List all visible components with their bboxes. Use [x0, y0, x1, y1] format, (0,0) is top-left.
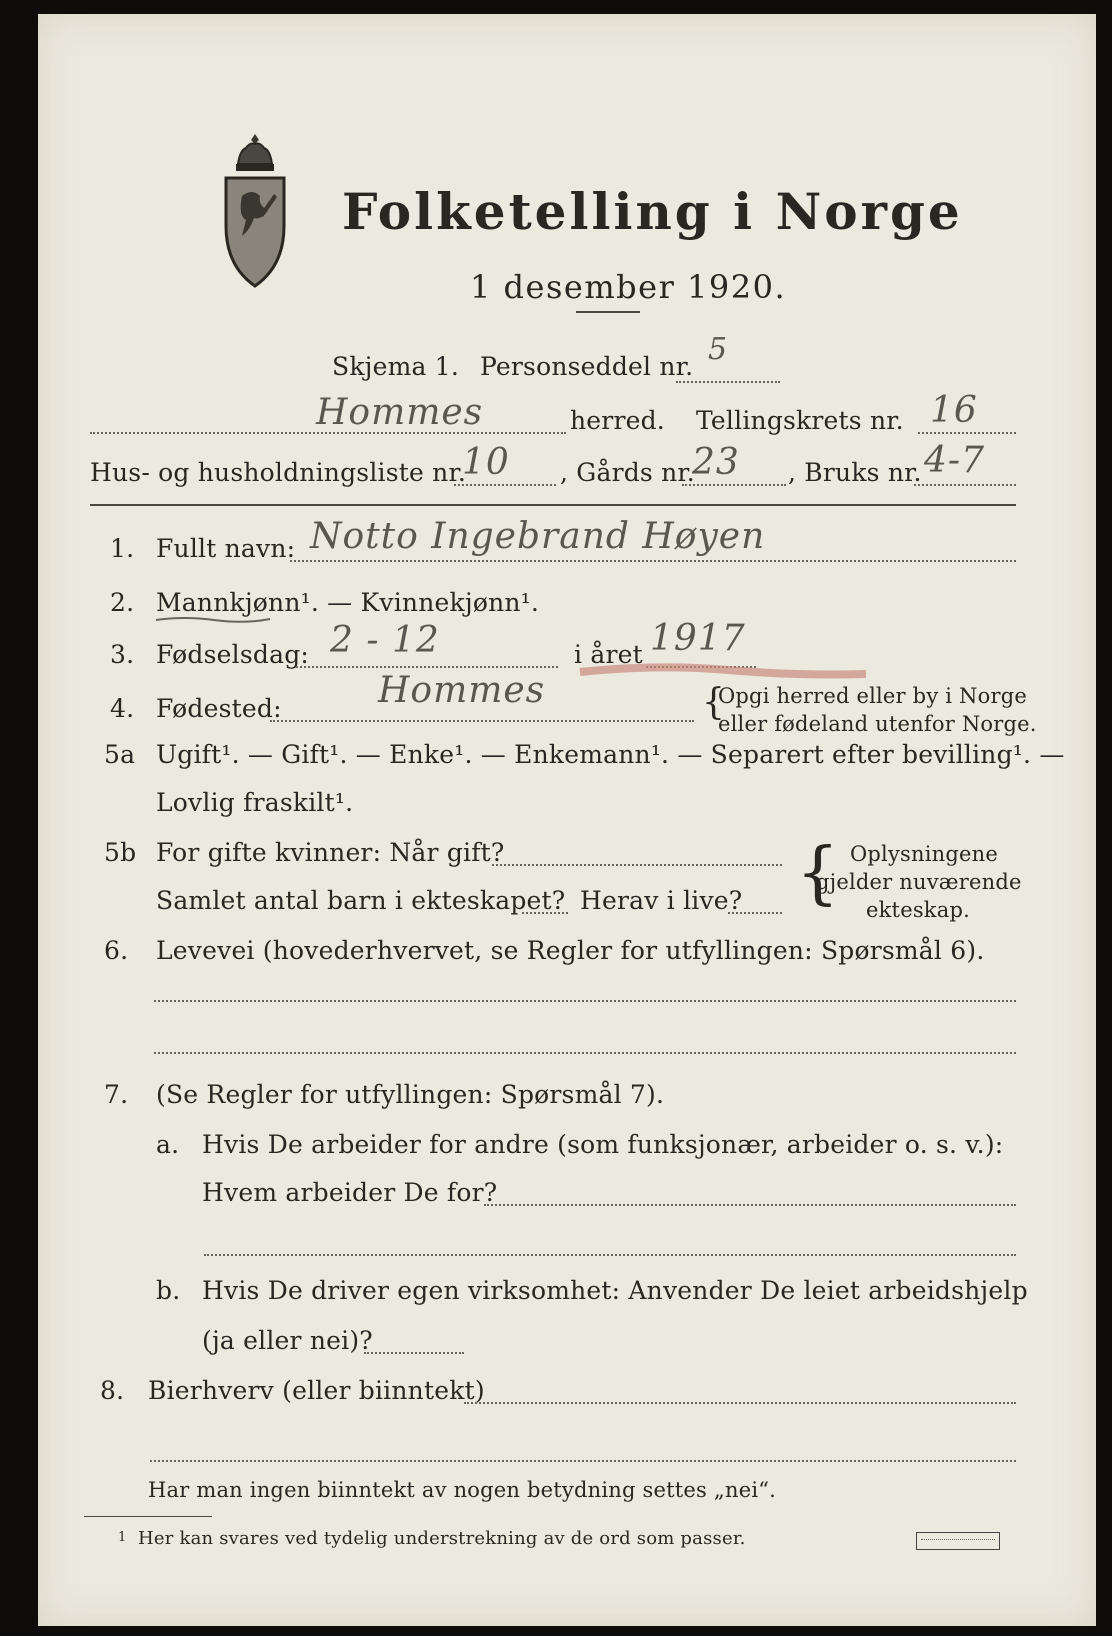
q5b-live-line — [728, 912, 782, 914]
q7a-line — [484, 1204, 1016, 1206]
q7a-line1: Hvis De arbeider for andre (som funksjonær, arbeider o. s. v.): — [202, 1130, 1004, 1159]
q1-label: Fullt navn: — [156, 534, 296, 563]
q5a-line2: Lovlig fraskilt¹. — [156, 788, 354, 817]
q6-line1 — [154, 1000, 1016, 1002]
q5a-line1: Ugift¹. — Gift¹. — Enke¹. — Enkemann¹. — Separert efter bevilling¹. — — [156, 740, 1065, 769]
q7b-line2: (ja eller nei)? — [202, 1326, 373, 1355]
q2-label: Mannkjønn¹. — Kvinnekjønn¹. — [156, 588, 540, 617]
q4-label: Fødested: — [156, 694, 282, 723]
q7a-number: a. — [156, 1130, 180, 1159]
q7-label: (Se Regler for utfyllingen: Spørsmål 7). — [156, 1080, 665, 1109]
title-divider — [576, 311, 640, 313]
q2-number: 2. — [110, 588, 135, 617]
q8-number: 8. — [100, 1376, 125, 1405]
q5b-note3: ekteskap. — [866, 898, 970, 922]
footnote-rule — [84, 1516, 212, 1517]
q7-number: 7. — [104, 1080, 129, 1109]
q1-value[interactable]: Notto Ingebrand Høyen — [310, 516, 766, 557]
tellingskrets-value[interactable]: 16 — [930, 390, 978, 431]
q5b-number: 5b — [104, 838, 137, 867]
q8-line2 — [150, 1460, 1016, 1462]
q8-line1 — [464, 1402, 1016, 1404]
bruks-label: , Bruks nr. — [788, 458, 922, 487]
q1-number: 1. — [110, 534, 135, 563]
q5a-number: 5a — [104, 740, 136, 769]
q5b-note-brace: { — [796, 834, 840, 913]
q3-label: Fødselsdag: — [156, 640, 310, 669]
q7b-number: b. — [156, 1276, 181, 1305]
header-rule — [90, 504, 1016, 506]
q8-label: Bierhverv (eller biinntekt) — [148, 1376, 485, 1405]
printer-stamp — [916, 1532, 1000, 1550]
q6-number: 6. — [104, 936, 129, 965]
red-pencil-mark — [578, 660, 868, 684]
q4-note-line2: eller fødeland utenfor Norge. — [718, 712, 1037, 736]
q7b-line1: Hvis De driver egen virksomhet: Anvender De leiet arbeidshjelp — [202, 1276, 1028, 1305]
q3-year-label: i året — [574, 640, 643, 669]
q5b-line2a: Samlet antal barn i ekteskapet? — [156, 886, 566, 915]
gards-value[interactable]: 23 — [692, 442, 740, 483]
q7b-line — [364, 1352, 464, 1354]
personseddel-label: Personseddel nr. — [480, 352, 694, 381]
q4-line — [270, 720, 694, 722]
footnote-text: Her kan svares ved tydelig understrekning av de ord som passer. — [138, 1528, 746, 1549]
q6-line2 — [154, 1052, 1016, 1054]
bruks-line — [914, 484, 1016, 486]
tellingskrets-label: Tellingskrets nr. — [696, 406, 904, 435]
q3-year-value[interactable]: 1917 — [650, 618, 746, 659]
q3-value[interactable]: 2 - 12 — [330, 620, 440, 661]
q7a-extra-line — [204, 1254, 1016, 1256]
q5b-line1: For gifte kvinner: Når gift? — [156, 838, 505, 867]
q5b-note1: Oplysningene — [850, 842, 999, 866]
nei-note: Har man ingen biinntekt av nogen betydning settes „nei“. — [148, 1478, 777, 1502]
q4-note-brace: { — [702, 682, 725, 723]
personseddel-value[interactable]: 5 — [708, 332, 729, 367]
gards-label: , Gårds nr. — [560, 458, 695, 487]
q7a-line2: Hvem arbeider De for? — [202, 1178, 498, 1207]
gards-line — [682, 484, 786, 486]
q5b-barn-line — [522, 912, 568, 914]
q6-label: Levevei (hovederhvervet, se Regler for utfyllingen: Spørsmål 6). — [156, 936, 985, 965]
q3-number: 3. — [110, 640, 135, 669]
skjema-label: Skjema 1. — [332, 352, 460, 381]
census-date: 1 desember 1920. — [470, 268, 787, 306]
herred-value[interactable]: Hommes — [316, 392, 484, 433]
bruks-value[interactable]: 4-7 — [924, 440, 985, 481]
hus-line — [454, 484, 556, 486]
q4-note-line1: Opgi herred eller by i Norge — [718, 684, 1027, 708]
tellingskrets-line — [918, 432, 1016, 434]
q1-line — [290, 560, 1016, 562]
mannkjonn-underline — [154, 614, 272, 624]
q5b-gift-line — [492, 864, 782, 866]
herred-label: herred. — [570, 406, 665, 435]
q4-number: 4. — [110, 694, 135, 723]
q5b-note2: gjelder nuværende — [816, 870, 1022, 894]
hus-value[interactable]: 10 — [462, 442, 510, 483]
footnote-number: 1 — [118, 1530, 127, 1545]
form-title: Folketelling i Norge — [342, 182, 963, 241]
personseddel-line — [676, 381, 780, 383]
q4-value[interactable]: Hommes — [378, 670, 546, 711]
q3-line — [296, 666, 558, 668]
norwegian-coat-of-arms-icon — [220, 126, 290, 296]
q5b-line2b: Herav i live? — [580, 886, 743, 915]
census-form-page — [38, 14, 1096, 1626]
hus-label: Hus- og husholdningsliste nr. — [90, 458, 467, 487]
